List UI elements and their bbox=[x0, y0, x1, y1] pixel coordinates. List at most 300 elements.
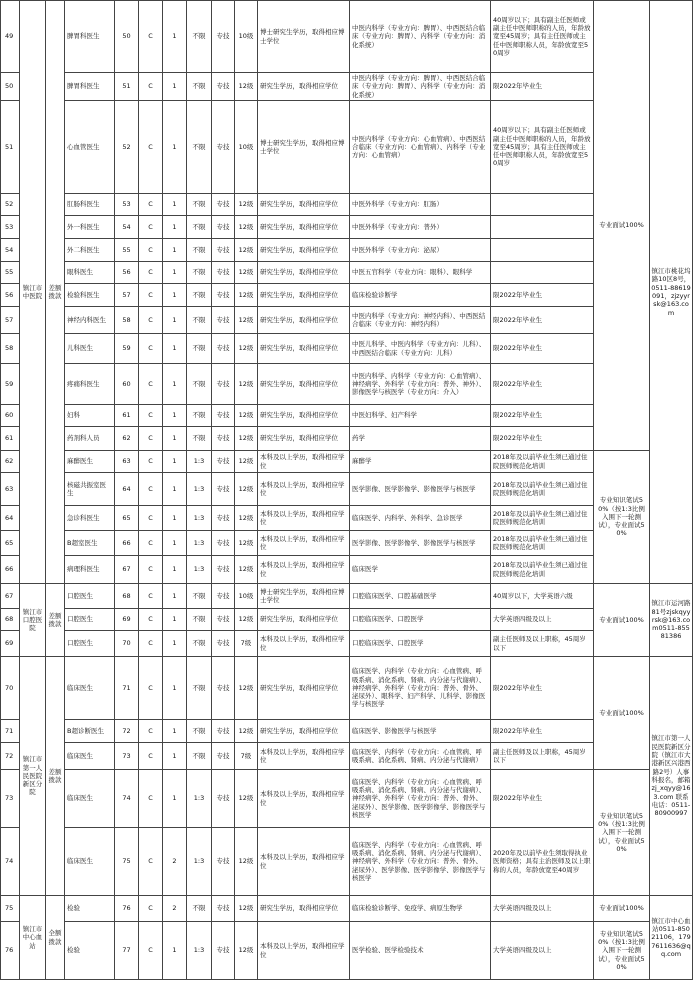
category-cell: C bbox=[139, 73, 163, 101]
ratio-cell: 不限 bbox=[187, 657, 212, 720]
level-cell: 10级 bbox=[235, 1, 258, 73]
education-cell: 研究生学历，取得相应学位 bbox=[258, 239, 350, 262]
count-cell: 1 bbox=[163, 427, 187, 451]
ratio-cell: 不限 bbox=[187, 631, 212, 657]
level-cell: 12级 bbox=[235, 720, 258, 743]
code-cell: 67 bbox=[115, 556, 139, 584]
major-cell: 临床医学、内科学（专业方向：心血管病、呼吸系病、消化系病、肾病、内分泌与代谢病）、神经病学、外科学（专业方向：普外、骨外、泌尿外）、眼科学、妇产科学、儿科学、影像医学与核医学 bbox=[350, 657, 491, 720]
table-row bbox=[1, 451, 693, 473]
education-cell: 本科及以上学历，取得相应学位 bbox=[258, 743, 350, 770]
category-cell: C bbox=[139, 405, 163, 427]
seq-cell: 56 bbox=[1, 284, 20, 307]
other-cell: 大学英语四级及以上 bbox=[491, 922, 594, 980]
code-cell: 68 bbox=[115, 584, 139, 609]
level-cell: 12级 bbox=[235, 364, 258, 405]
ratio-cell: 不限 bbox=[187, 896, 212, 922]
education-cell: 研究生学历，取得相应学位 bbox=[258, 73, 350, 101]
education-cell: 博士研究生学历，取得相应博士学位 bbox=[258, 1, 350, 73]
post-cell: 口腔医生 bbox=[65, 631, 115, 657]
level-cell: 12级 bbox=[235, 239, 258, 262]
ratio-cell: 1:3 bbox=[187, 451, 212, 473]
count-cell: 1 bbox=[163, 506, 187, 531]
other-cell: 限2022年毕业生 bbox=[491, 720, 594, 743]
code-cell: 77 bbox=[115, 922, 139, 980]
kind-cell: 专技 bbox=[212, 194, 235, 216]
kind-cell: 专技 bbox=[212, 405, 235, 427]
seq-cell: 75 bbox=[1, 896, 20, 922]
category-cell: C bbox=[139, 427, 163, 451]
post-cell: 检验 bbox=[65, 896, 115, 922]
seq-cell: 52 bbox=[1, 194, 20, 216]
major-cell: 中医内科学（专业方向：脾胃）、中西医结合临床（专业方向：脾胃）、内科学（专业方向：消化系统） bbox=[350, 73, 491, 101]
ratio-cell: 不限 bbox=[187, 334, 212, 364]
category-cell: C bbox=[139, 743, 163, 770]
major-cell: 临床检验诊断学、免疫学、病原生物学 bbox=[350, 896, 491, 922]
other-cell: 限2022年毕业生 bbox=[491, 364, 594, 405]
category-cell: C bbox=[139, 657, 163, 720]
ratio-cell: 不限 bbox=[187, 405, 212, 427]
major-cell: 中医妇科学、妇产科学 bbox=[350, 405, 491, 427]
kind-cell: 专技 bbox=[212, 427, 235, 451]
count-cell: 1 bbox=[163, 239, 187, 262]
kind-cell: 专技 bbox=[212, 896, 235, 922]
code-cell: 53 bbox=[115, 194, 139, 216]
ratio-cell: 不限 bbox=[187, 743, 212, 770]
ratio-cell: 1:3 bbox=[187, 770, 212, 828]
code-cell: 56 bbox=[115, 262, 139, 284]
count-cell: 2 bbox=[163, 828, 187, 896]
kind-cell: 专技 bbox=[212, 531, 235, 556]
count-cell: 1 bbox=[163, 556, 187, 584]
count-cell: 1 bbox=[163, 770, 187, 828]
table-row bbox=[1, 531, 693, 556]
major-cell: 临床医学、内科学（专业方向：心血管病、呼吸系病、消化系病、肾病、内分泌与代谢病） bbox=[350, 743, 491, 770]
code-cell: 66 bbox=[115, 531, 139, 556]
level-cell: 12级 bbox=[235, 73, 258, 101]
other-cell: 限2022年毕业生 bbox=[491, 657, 594, 720]
code-cell: 65 bbox=[115, 506, 139, 531]
category-cell: C bbox=[139, 720, 163, 743]
seq-cell: 70 bbox=[1, 657, 20, 720]
funding-type-cell: 全额拨款 bbox=[46, 896, 65, 980]
education-cell: 博士研究生学历，取得相应博士学位 bbox=[258, 584, 350, 609]
post-cell: 病理科医生 bbox=[65, 556, 115, 584]
post-cell: 脾胃科医生 bbox=[65, 73, 115, 101]
code-cell: 50 bbox=[115, 1, 139, 73]
category-cell: C bbox=[139, 101, 163, 194]
kind-cell: 专技 bbox=[212, 609, 235, 631]
post-cell: 临床医生 bbox=[65, 657, 115, 720]
education-cell: 本科及以上学历，取得相应学位 bbox=[258, 506, 350, 531]
level-cell: 7级 bbox=[235, 631, 258, 657]
table-row bbox=[1, 307, 693, 334]
ratio-cell: 1:3 bbox=[187, 473, 212, 506]
other-cell: 副主任医师及以上职称，45周岁以下 bbox=[491, 631, 594, 657]
seq-cell: 58 bbox=[1, 334, 20, 364]
exam-method-cell: 专业知识笔试50%（按1:3比例入围下一轮测试），专业面试50% bbox=[594, 451, 650, 584]
ratio-cell: 不限 bbox=[187, 73, 212, 101]
table-row bbox=[1, 73, 693, 101]
ratio-cell: 不限 bbox=[187, 101, 212, 194]
post-cell: 心血管医生 bbox=[65, 101, 115, 194]
table-row bbox=[1, 473, 693, 506]
code-cell: 58 bbox=[115, 307, 139, 334]
education-cell: 研究生学历，取得相应学位 bbox=[258, 657, 350, 720]
level-cell: 12级 bbox=[235, 262, 258, 284]
count-cell: 1 bbox=[163, 584, 187, 609]
post-cell: 外一科医生 bbox=[65, 216, 115, 239]
level-cell: 12级 bbox=[235, 506, 258, 531]
kind-cell: 专技 bbox=[212, 451, 235, 473]
kind-cell: 专技 bbox=[212, 101, 235, 194]
major-cell: 中医儿科学、中医内科学（专业方向：儿科）、中西医结合临床（专业方向：儿科） bbox=[350, 334, 491, 364]
category-cell: C bbox=[139, 828, 163, 896]
code-cell: 73 bbox=[115, 743, 139, 770]
unit-cell: 镇江市中医院 bbox=[20, 1, 46, 584]
seq-cell: 66 bbox=[1, 556, 20, 584]
post-cell: 临床医生 bbox=[65, 770, 115, 828]
category-cell: C bbox=[139, 922, 163, 980]
count-cell: 1 bbox=[163, 307, 187, 334]
ratio-cell: 不限 bbox=[187, 427, 212, 451]
education-cell: 本科及以上学历，取得相应学位 bbox=[258, 770, 350, 828]
table-row bbox=[1, 770, 693, 828]
post-cell: 疼痛科医生 bbox=[65, 364, 115, 405]
education-cell: 研究生学历，取得相应学位 bbox=[258, 262, 350, 284]
table-row bbox=[1, 194, 693, 216]
code-cell: 64 bbox=[115, 473, 139, 506]
category-cell: C bbox=[139, 307, 163, 334]
seq-cell: 54 bbox=[1, 239, 20, 262]
exam-method-cell: 专业面试100% bbox=[594, 896, 650, 922]
other-cell: 限2022年毕业生 bbox=[491, 73, 594, 101]
post-cell: 肛肠科医生 bbox=[65, 194, 115, 216]
seq-cell: 67 bbox=[1, 584, 20, 609]
seq-cell: 69 bbox=[1, 631, 20, 657]
kind-cell: 专技 bbox=[212, 473, 235, 506]
post-cell: 眼科医生 bbox=[65, 262, 115, 284]
major-cell: 中医内科学、内科学（专业方向：心血管病）、神经病学、外科学（专业方向：普外、神外）、影像医学与核医学（专业方向：介入） bbox=[350, 364, 491, 405]
major-cell: 临床医学、内科学（专业方向：心血管病、呼吸系病、消化系病、肾病、内分泌与代谢病）、神经病学、外科学（专业方向：普外、骨外、泌尿外）、医学影像、医学影像学、影像医学与核医学 bbox=[350, 770, 491, 828]
ratio-cell: 1:3 bbox=[187, 556, 212, 584]
category-cell: C bbox=[139, 194, 163, 216]
kind-cell: 专技 bbox=[212, 720, 235, 743]
category-cell: C bbox=[139, 609, 163, 631]
table-row bbox=[1, 922, 693, 980]
other-cell: 40周岁以下；具有副主任医师或副主任中医师职称的人员，年龄放宽至45周岁；具有主任医师或主任中医师职称人员，年龄放宽至50周岁 bbox=[491, 101, 594, 194]
count-cell: 1 bbox=[163, 405, 187, 427]
education-cell: 本科及以上学历，取得相应学位 bbox=[258, 922, 350, 980]
kind-cell: 专技 bbox=[212, 657, 235, 720]
level-cell: 12级 bbox=[235, 609, 258, 631]
category-cell: C bbox=[139, 556, 163, 584]
count-cell: 1 bbox=[163, 657, 187, 720]
major-cell: 临床医学、内科学（专业方向：心血管病、呼吸系病、消化系病、肾病、内分泌与代谢病）、神经病学、外科学（专业方向：普外、骨外、泌尿外）、医学影像、医学影像学、影像医学与核医学 bbox=[350, 828, 491, 896]
level-cell: 12级 bbox=[235, 451, 258, 473]
other-cell: 限2022年毕业生 bbox=[491, 284, 594, 307]
seq-cell: 76 bbox=[1, 922, 20, 980]
other-cell: 限2022年毕业生 bbox=[491, 770, 594, 828]
education-cell: 本科及以上学历，取得相应学位 bbox=[258, 828, 350, 896]
code-cell: 63 bbox=[115, 451, 139, 473]
other-cell: 大学英语四级及以上 bbox=[491, 896, 594, 922]
count-cell: 1 bbox=[163, 194, 187, 216]
level-cell: 12级 bbox=[235, 657, 258, 720]
seq-cell: 60 bbox=[1, 405, 20, 427]
table-row bbox=[1, 743, 693, 770]
other-cell bbox=[491, 194, 594, 216]
level-cell: 12级 bbox=[235, 427, 258, 451]
major-cell: 麻醉学 bbox=[350, 451, 491, 473]
ratio-cell: 不限 bbox=[187, 262, 212, 284]
category-cell: C bbox=[139, 584, 163, 609]
post-cell: 核磁共振室医生 bbox=[65, 473, 115, 506]
level-cell: 12级 bbox=[235, 556, 258, 584]
code-cell: 75 bbox=[115, 828, 139, 896]
table-row bbox=[1, 506, 693, 531]
exam-method-cell: 专业面试100% bbox=[594, 584, 650, 657]
other-cell bbox=[491, 262, 594, 284]
ratio-cell: 不限 bbox=[187, 239, 212, 262]
education-cell: 本科及以上学历，取得相应学位 bbox=[258, 631, 350, 657]
level-cell: 12级 bbox=[235, 194, 258, 216]
other-cell: 2018年及以前毕业生须已通过住院医师规范化培训 bbox=[491, 473, 594, 506]
kind-cell: 专技 bbox=[212, 239, 235, 262]
major-cell: 医学影像、医学影像学、影像医学与核医学 bbox=[350, 531, 491, 556]
level-cell: 12级 bbox=[235, 334, 258, 364]
count-cell: 1 bbox=[163, 1, 187, 73]
education-cell: 博士研究生学历，取得相应博士学位 bbox=[258, 101, 350, 194]
ratio-cell: 不限 bbox=[187, 720, 212, 743]
count-cell: 1 bbox=[163, 364, 187, 405]
category-cell: C bbox=[139, 473, 163, 506]
seq-cell: 55 bbox=[1, 262, 20, 284]
seq-cell: 74 bbox=[1, 828, 20, 896]
post-cell: 麻醉医生 bbox=[65, 451, 115, 473]
code-cell: 74 bbox=[115, 770, 139, 828]
major-cell: 中医外科学（专业方向：泌尿） bbox=[350, 239, 491, 262]
ratio-cell: 不限 bbox=[187, 216, 212, 239]
table-row bbox=[1, 239, 693, 262]
kind-cell: 专技 bbox=[212, 262, 235, 284]
level-cell: 12级 bbox=[235, 284, 258, 307]
table-row bbox=[1, 556, 693, 584]
count-cell: 1 bbox=[163, 101, 187, 194]
other-cell: 限2022年毕业生 bbox=[491, 307, 594, 334]
table-row bbox=[1, 657, 693, 720]
kind-cell: 专技 bbox=[212, 1, 235, 73]
kind-cell: 专技 bbox=[212, 73, 235, 101]
level-cell: 12级 bbox=[235, 770, 258, 828]
table-row bbox=[1, 216, 693, 239]
education-cell: 研究生学历，取得相应学位 bbox=[258, 334, 350, 364]
ratio-cell: 不限 bbox=[187, 194, 212, 216]
code-cell: 61 bbox=[115, 405, 139, 427]
level-cell: 12级 bbox=[235, 216, 258, 239]
count-cell: 1 bbox=[163, 743, 187, 770]
seq-cell: 63 bbox=[1, 473, 20, 506]
seq-cell: 53 bbox=[1, 216, 20, 239]
seq-cell: 65 bbox=[1, 531, 20, 556]
category-cell: C bbox=[139, 451, 163, 473]
contact-cell: 镇江市运河路81号zjskqyyrsk@163.com0511-85581386 bbox=[650, 584, 693, 657]
education-cell: 本科及以上学历，取得相应学位 bbox=[258, 531, 350, 556]
other-cell: 2018年及以前毕业生须已通过住院医师规范化培训 bbox=[491, 451, 594, 473]
funding-type-cell: 差额拨款 bbox=[46, 1, 65, 584]
kind-cell: 专技 bbox=[212, 334, 235, 364]
table-row bbox=[1, 405, 693, 427]
major-cell: 中医内科学（专业方向：心血管病）、中西医结合临床（专业方向：心血管病）、内科学（专业方向：心血管病） bbox=[350, 101, 491, 194]
major-cell: 临床检验诊断学 bbox=[350, 284, 491, 307]
post-cell: 神经内科医生 bbox=[65, 307, 115, 334]
table-row bbox=[1, 631, 693, 657]
code-cell: 51 bbox=[115, 73, 139, 101]
post-cell: 口腔医生 bbox=[65, 584, 115, 609]
kind-cell: 专技 bbox=[212, 770, 235, 828]
ratio-cell: 不限 bbox=[187, 307, 212, 334]
code-cell: 59 bbox=[115, 334, 139, 364]
contact-cell: 镇江市桃花坞路10区8号，0511-88619091，zjzyyrsk@163.com bbox=[650, 1, 693, 584]
ratio-cell: 1:3 bbox=[187, 922, 212, 980]
level-cell: 12级 bbox=[235, 473, 258, 506]
post-cell: 检验科医生 bbox=[65, 284, 115, 307]
code-cell: 69 bbox=[115, 609, 139, 631]
major-cell: 口腔临床医学、口腔医学 bbox=[350, 631, 491, 657]
count-cell: 1 bbox=[163, 451, 187, 473]
count-cell: 1 bbox=[163, 473, 187, 506]
count-cell: 1 bbox=[163, 720, 187, 743]
other-cell: 副主任医师及以上职称，45周岁以下 bbox=[491, 743, 594, 770]
exam-method-cell: 专业知识笔试50%（按1:3比例入围下一轮测试），专业面试50% bbox=[594, 770, 650, 896]
major-cell: 口腔临床医学、口腔基础医学 bbox=[350, 584, 491, 609]
ratio-cell: 不限 bbox=[187, 609, 212, 631]
table-row bbox=[1, 609, 693, 631]
kind-cell: 专技 bbox=[212, 556, 235, 584]
major-cell: 临床医学、内科学、外科学、急诊医学 bbox=[350, 506, 491, 531]
kind-cell: 专技 bbox=[212, 584, 235, 609]
code-cell: 70 bbox=[115, 631, 139, 657]
seq-cell: 50 bbox=[1, 73, 20, 101]
contact-cell: 镇江市中心血站0511-85021106，1797611636@qq.com bbox=[650, 896, 693, 980]
education-cell: 研究生学历，取得相应学位 bbox=[258, 427, 350, 451]
major-cell: 中医外科学（专业方向：肛肠） bbox=[350, 194, 491, 216]
education-cell: 研究生学历，取得相应学位 bbox=[258, 216, 350, 239]
table-row bbox=[1, 364, 693, 405]
education-cell: 研究生学历，取得相应学位 bbox=[258, 307, 350, 334]
count-cell: 1 bbox=[163, 216, 187, 239]
level-cell: 12级 bbox=[235, 531, 258, 556]
count-cell: 1 bbox=[163, 73, 187, 101]
table-row bbox=[1, 101, 693, 194]
level-cell: 12级 bbox=[235, 922, 258, 980]
major-cell: 中医外科学（专业方向：普外） bbox=[350, 216, 491, 239]
seq-cell: 57 bbox=[1, 307, 20, 334]
table-row bbox=[1, 1, 693, 73]
category-cell: C bbox=[139, 216, 163, 239]
category-cell: C bbox=[139, 364, 163, 405]
seq-cell: 68 bbox=[1, 609, 20, 631]
code-cell: 76 bbox=[115, 896, 139, 922]
kind-cell: 专技 bbox=[212, 828, 235, 896]
kind-cell: 专技 bbox=[212, 307, 235, 334]
category-cell: C bbox=[139, 631, 163, 657]
count-cell: 1 bbox=[163, 609, 187, 631]
count-cell: 2 bbox=[163, 896, 187, 922]
post-cell: 口腔医生 bbox=[65, 609, 115, 631]
education-cell: 研究生学历，取得相应学位 bbox=[258, 720, 350, 743]
education-cell: 研究生学历，取得相应学位 bbox=[258, 405, 350, 427]
post-cell: 儿科医生 bbox=[65, 334, 115, 364]
other-cell bbox=[491, 239, 594, 262]
ratio-cell: 1:3 bbox=[187, 506, 212, 531]
kind-cell: 专技 bbox=[212, 216, 235, 239]
major-cell: 临床医学、影像医学与核医学 bbox=[350, 720, 491, 743]
category-cell: C bbox=[139, 262, 163, 284]
other-cell: 40周岁以下，大学英语六级 bbox=[491, 584, 594, 609]
kind-cell: 专技 bbox=[212, 364, 235, 405]
kind-cell: 专技 bbox=[212, 284, 235, 307]
level-cell: 7级 bbox=[235, 743, 258, 770]
post-cell: 药剂科人员 bbox=[65, 427, 115, 451]
contact-cell: 镇江市第一人民医院新区分院（镇江市大港新区兴港西路2号）人事科报名，邮箱zj_xqyy@163.com 联系电话：0511-80900997 bbox=[650, 657, 693, 896]
major-cell: 中医五官科学（专业方向：眼科）、眼科学 bbox=[350, 262, 491, 284]
level-cell: 12级 bbox=[235, 828, 258, 896]
post-cell: 临床医生 bbox=[65, 743, 115, 770]
table-row bbox=[1, 896, 693, 922]
seq-cell: 61 bbox=[1, 427, 20, 451]
post-cell: B超诊断医生 bbox=[65, 720, 115, 743]
post-cell: 检验 bbox=[65, 922, 115, 980]
exam-method-cell: 专业面试100% bbox=[594, 1, 650, 451]
other-cell: 40周岁以下；具有副主任医师或副主任中医师职称的人员，年龄放宽至45周岁；具有主任医师或主任中医师职称人员，年龄放宽至50周岁 bbox=[491, 1, 594, 73]
seq-cell: 59 bbox=[1, 364, 20, 405]
post-cell: 妇科 bbox=[65, 405, 115, 427]
count-cell: 1 bbox=[163, 284, 187, 307]
education-cell: 研究生学历，取得相应学位 bbox=[258, 609, 350, 631]
count-cell: 1 bbox=[163, 531, 187, 556]
education-cell: 本科及以上学历，取得相应学位 bbox=[258, 556, 350, 584]
table-row bbox=[1, 720, 693, 743]
post-cell: 急诊科医生 bbox=[65, 506, 115, 531]
table-row bbox=[1, 334, 693, 364]
other-cell bbox=[491, 216, 594, 239]
other-cell: 限2022年毕业生 bbox=[491, 334, 594, 364]
category-cell: C bbox=[139, 506, 163, 531]
ratio-cell: 不限 bbox=[187, 584, 212, 609]
seq-cell: 49 bbox=[1, 1, 20, 73]
level-cell: 12级 bbox=[235, 405, 258, 427]
education-cell: 本科及以上学历，取得相应学位 bbox=[258, 473, 350, 506]
count-cell: 1 bbox=[163, 334, 187, 364]
code-cell: 55 bbox=[115, 239, 139, 262]
unit-cell: 镇江市口腔医院 bbox=[20, 584, 46, 657]
major-cell: 药学 bbox=[350, 427, 491, 451]
post-cell: 外二科医生 bbox=[65, 239, 115, 262]
major-cell: 中医内科学（专业方向：神经内科）、中西医结合临床（专业方向：神经内科） bbox=[350, 307, 491, 334]
seq-cell: 64 bbox=[1, 506, 20, 531]
ratio-cell: 1:3 bbox=[187, 828, 212, 896]
table-row bbox=[1, 284, 693, 307]
other-cell: 限2022年毕业生 bbox=[491, 405, 594, 427]
other-cell: 2018年及以前毕业生须已通过住院医师规范化培训 bbox=[491, 556, 594, 584]
code-cell: 54 bbox=[115, 216, 139, 239]
ratio-cell: 不限 bbox=[187, 364, 212, 405]
major-cell: 中医内科学（专业方向：脾胃）、中西医结合临床（专业方向：脾胃）、内科学（专业方向：消化系统） bbox=[350, 1, 491, 73]
education-cell: 研究生学历，取得相应学位 bbox=[258, 194, 350, 216]
ratio-cell: 不限 bbox=[187, 1, 212, 73]
code-cell: 52 bbox=[115, 101, 139, 194]
kind-cell: 专技 bbox=[212, 506, 235, 531]
